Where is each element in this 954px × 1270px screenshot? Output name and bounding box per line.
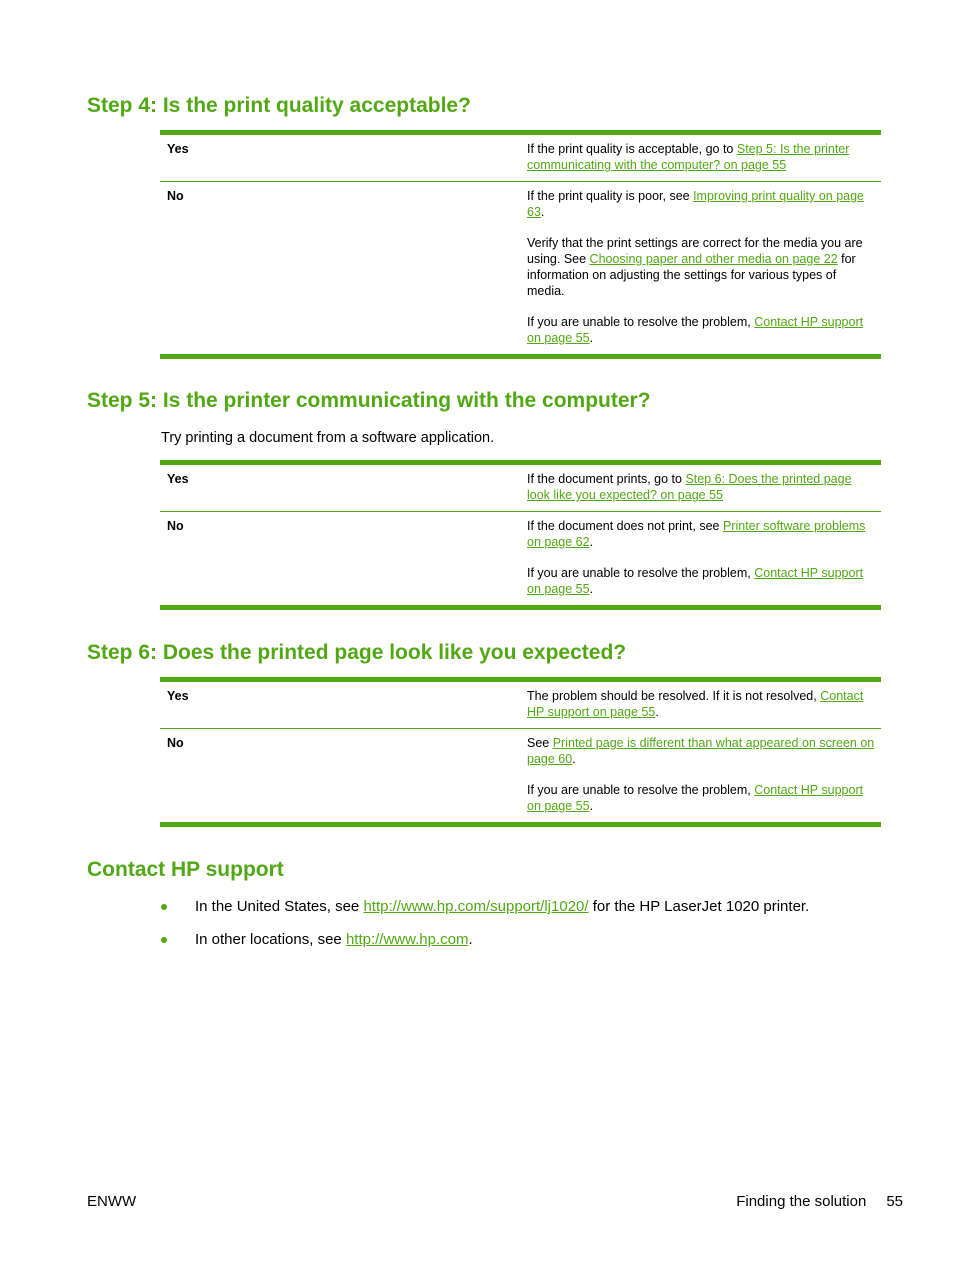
contact-heading: Contact HP support [87, 858, 284, 881]
improving-print-quality-link[interactable]: Improving print quality on page 63 [527, 189, 865, 219]
hp-support-url-link[interactable]: http://www.hp.com/support/lj1020/ [363, 898, 589, 915]
table-row [160, 135, 881, 181]
bullet-icon [161, 937, 167, 943]
list-item: In other locations, see http://www.hp.com. [161, 929, 809, 962]
table-row [160, 728, 881, 822]
step5-intro: Try printing a document from a software application. [161, 430, 495, 446]
yes-cell: If the document prints, go to Step 6: Does the printed page look like you expected? on page 55 [527, 472, 852, 502]
step6-heading: Step 6: Does the printed page look like you expected? [87, 641, 627, 664]
step4-table [160, 130, 881, 359]
no-cell: If the print quality is poor, see Improving print quality on page 63. Verify that the print settings are correct for the media you are using. See Choosing paper and other media on page 22 for information on adjusting the settings for various types of media. If you are unable to resolve the problem, Contact HP support on page 55. [527, 189, 865, 345]
yes-label: Yes [167, 689, 189, 703]
table-row [160, 465, 881, 511]
yes-cell: If the print quality is acceptable, go to Step 5: Is the printer communicating with the computer? on page 55 [527, 142, 850, 172]
contact-hp-support-link[interactable]: Contact HP support on page 55 [527, 315, 864, 345]
step6-link[interactable]: Step 6: Does the printed page look like you expected? on page 55 [527, 472, 852, 502]
printer-software-problems-link[interactable]: Printer software problems on page 62 [527, 519, 866, 549]
bullet-icon [161, 904, 167, 910]
no-cell: See Printed page is different than what appeared on screen on page 60. If you are unable to resolve the problem, Contact HP support on page 55. [527, 736, 875, 813]
no-label: No [167, 519, 184, 533]
contact-hp-support-link[interactable]: Contact HP support on page 55 [527, 783, 864, 813]
yes-label: Yes [167, 472, 189, 486]
step5-link[interactable]: Step 5: Is the printer communicating with the computer? on page 55 [527, 142, 850, 172]
no-label: No [167, 189, 184, 203]
yes-label: Yes [167, 142, 189, 156]
choosing-paper-link[interactable]: Choosing paper and other media on page 22 [589, 252, 838, 266]
step5-table [160, 460, 881, 610]
list-item: In the United States, see http://www.hp.com/support/lj1020/ for the HP LaserJet 1020 printer. [161, 896, 809, 929]
table-row [160, 511, 881, 605]
page-number: 55 [886, 1193, 903, 1210]
contact-hp-support-link[interactable]: Contact HP support on page 55 [527, 689, 864, 719]
no-label: No [167, 736, 184, 750]
footer-left: ENWW [87, 1193, 137, 1210]
contact-list [161, 896, 809, 962]
step4-heading: Step 4: Is the print quality acceptable? [87, 94, 471, 117]
hp-url-link[interactable]: http://www.hp.com [345, 931, 469, 948]
no-cell: If the document does not print, see Printer software problems on page 62. If you are unable to resolve the problem, Contact HP support on page 55. [527, 519, 866, 596]
step6-table [160, 677, 881, 827]
table-row [160, 682, 881, 728]
step5-heading: Step 5: Is the printer communicating with the computer? [87, 389, 651, 412]
footer-section: Finding the solution [736, 1193, 867, 1210]
yes-cell: The problem should be resolved. If it is not resolved, Contact HP support on page 55. [527, 689, 864, 719]
contact-hp-support-link[interactable]: Contact HP support on page 55 [527, 566, 864, 596]
footer-right [736, 1193, 903, 1210]
printed-page-different-link[interactable]: Printed page is different than what appeared on screen on page 60 [527, 736, 875, 766]
table-row [160, 181, 881, 354]
